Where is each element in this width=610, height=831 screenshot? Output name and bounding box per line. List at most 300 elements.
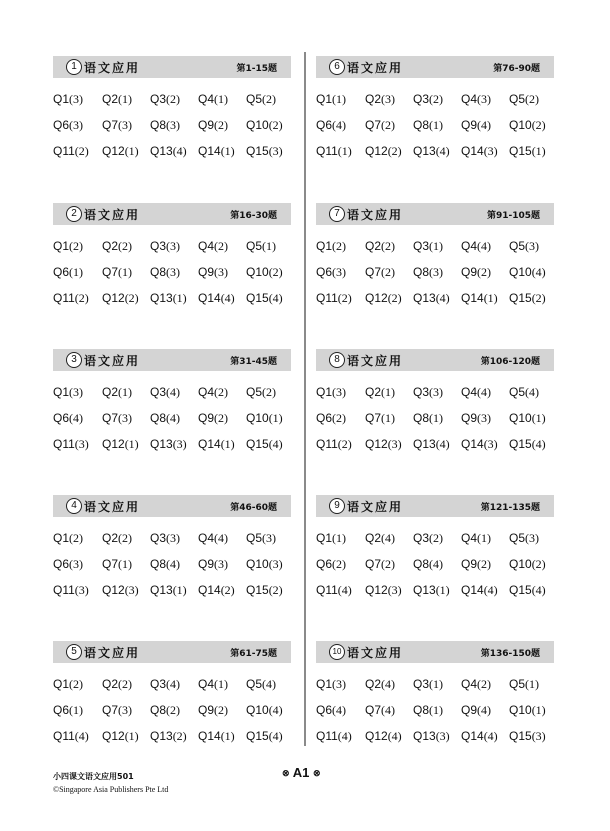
question-label: Q15	[246, 729, 269, 743]
question-label: Q8	[150, 557, 167, 571]
answer-value: (3)	[166, 118, 181, 132]
answer-item	[198, 144, 235, 159]
question-label: Q2	[365, 92, 382, 106]
answer-item	[316, 92, 346, 107]
question-label: Q8	[413, 411, 430, 425]
question-label: Q2	[102, 385, 119, 399]
answer-value: (1)	[172, 291, 187, 305]
answer-value: (4)	[525, 385, 540, 399]
section-header	[53, 349, 291, 371]
question-label: Q8	[150, 265, 167, 279]
answer-item	[461, 677, 491, 692]
section-range: 第91-105题	[486, 211, 540, 221]
answer-item	[150, 385, 180, 400]
answer-row	[53, 118, 291, 144]
answer-value: (3)	[483, 437, 498, 451]
answer-value: (4)	[483, 729, 498, 743]
answer-row	[316, 583, 554, 609]
answer-item	[246, 92, 276, 107]
question-label: Q13	[150, 144, 173, 158]
question-label: Q14	[198, 437, 221, 451]
answer-item	[413, 385, 443, 400]
answer-item	[365, 265, 395, 280]
answer-item	[150, 583, 187, 598]
question-label: Q3	[413, 92, 430, 106]
answer-item	[461, 531, 491, 546]
question-label: Q1	[316, 531, 333, 545]
answer-item	[509, 144, 546, 159]
answer-item	[53, 118, 83, 133]
answer-item	[413, 583, 450, 598]
section-range: 第106-120题	[480, 357, 540, 367]
section-header	[316, 495, 554, 517]
answer-value: (3)	[69, 385, 84, 399]
answer-item	[413, 411, 443, 426]
answer-value: (4)	[172, 144, 187, 158]
question-label: Q5	[509, 531, 526, 545]
answer-value: (2)	[387, 144, 402, 158]
answer-value: (2)	[166, 92, 181, 106]
question-label: Q7	[102, 703, 119, 717]
answer-item	[365, 144, 402, 159]
question-label: Q2	[102, 239, 119, 253]
question-label: Q15	[246, 583, 269, 597]
answer-item	[246, 144, 283, 159]
question-label: Q12	[102, 583, 125, 597]
answer-item	[150, 411, 180, 426]
answer-item	[413, 118, 443, 133]
section-header	[316, 203, 554, 225]
question-label: Q10	[246, 265, 269, 279]
question-label: Q10	[246, 118, 269, 132]
answer-value: (3)	[124, 583, 139, 597]
question-label: Q7	[365, 703, 382, 717]
question-label: Q2	[102, 531, 119, 545]
question-label: Q4	[198, 385, 215, 399]
answer-item	[198, 291, 235, 306]
answer-item	[365, 583, 402, 598]
answer-value: (1)	[429, 677, 444, 691]
answer-value: (4)	[429, 557, 444, 571]
section-title: 语文应用	[84, 61, 141, 75]
question-label: Q5	[246, 92, 263, 106]
answer-value: (1)	[429, 411, 444, 425]
question-label: Q6	[316, 703, 333, 717]
answer-value: (2)	[332, 411, 347, 425]
question-label: Q11	[53, 291, 75, 305]
answer-value: (1)	[531, 703, 546, 717]
answer-value: (3)	[166, 265, 181, 279]
answer-row	[316, 239, 554, 265]
question-label: Q5	[246, 385, 263, 399]
answer-value: (1)	[332, 531, 347, 545]
question-label: Q6	[53, 411, 70, 425]
answer-value: (2)	[69, 239, 84, 253]
question-label: Q1	[316, 677, 333, 691]
answer-item	[102, 531, 132, 546]
question-label: Q1	[53, 239, 70, 253]
answer-item	[150, 291, 187, 306]
answer-row	[316, 729, 554, 755]
answer-item	[246, 437, 283, 452]
answer-item	[102, 583, 139, 598]
answer-item	[198, 729, 235, 744]
answer-item	[316, 703, 346, 718]
answer-value: (2)	[381, 557, 396, 571]
answer-value: (1)	[172, 583, 187, 597]
answer-item	[413, 239, 443, 254]
answer-value: (3)	[74, 437, 89, 451]
column-divider	[304, 52, 306, 746]
question-label: Q15	[509, 291, 532, 305]
section-header	[53, 641, 291, 663]
answer-item	[413, 557, 443, 572]
question-label: Q5	[509, 677, 526, 691]
answer-value: (3)	[477, 92, 492, 106]
question-label: Q3	[150, 531, 167, 545]
answer-item	[461, 239, 491, 254]
answer-value: (4)	[332, 118, 347, 132]
question-label: Q6	[53, 118, 70, 132]
answer-item	[461, 291, 498, 306]
answer-value: (1)	[214, 677, 229, 691]
question-label: Q8	[413, 118, 430, 132]
question-label: Q14	[198, 144, 221, 158]
answer-item	[150, 557, 180, 572]
answer-value: (2)	[268, 265, 283, 279]
answer-value: (2)	[214, 239, 229, 253]
answer-item	[316, 144, 352, 159]
answer-item	[246, 118, 283, 133]
section-range: 第121-135题	[480, 503, 540, 513]
section-header	[316, 349, 554, 371]
question-label: Q14	[461, 144, 484, 158]
answer-value: (3)	[118, 411, 133, 425]
question-label: Q9	[198, 118, 215, 132]
question-label: Q7	[102, 118, 119, 132]
answer-item	[53, 265, 83, 280]
question-label: Q13	[150, 291, 173, 305]
question-label: Q4	[461, 92, 478, 106]
question-label: Q15	[509, 437, 532, 451]
answer-value: (3)	[332, 677, 347, 691]
answer-value: (4)	[166, 677, 181, 691]
answer-value: (3)	[172, 437, 187, 451]
question-label: Q12	[102, 729, 125, 743]
answer-item	[413, 531, 443, 546]
answer-value: (4)	[268, 437, 283, 451]
answer-item	[53, 385, 83, 400]
answer-item	[198, 703, 228, 718]
question-label: Q5	[246, 239, 263, 253]
answer-item	[246, 557, 283, 572]
answer-item	[53, 437, 89, 452]
answer-value: (3)	[525, 239, 540, 253]
answer-item	[150, 677, 180, 692]
answer-value: (4)	[531, 583, 546, 597]
answer-value: (2)	[214, 118, 229, 132]
question-label: Q4	[198, 239, 215, 253]
answer-value: (1)	[332, 92, 347, 106]
answer-item	[53, 703, 83, 718]
answer-section	[53, 495, 291, 609]
answer-item	[53, 92, 83, 107]
answer-item	[316, 385, 346, 400]
question-label: Q3	[150, 92, 167, 106]
section-title: 语文应用	[347, 208, 404, 222]
answer-item	[102, 239, 132, 254]
question-label: Q15	[246, 437, 269, 451]
question-label: Q1	[53, 385, 70, 399]
question-label: Q12	[102, 291, 125, 305]
answer-value: (1)	[429, 239, 444, 253]
answer-item	[198, 437, 235, 452]
answer-value: (4)	[531, 437, 546, 451]
section-title: 语文应用	[84, 354, 141, 368]
answer-row	[53, 92, 291, 118]
answer-value: (2)	[214, 411, 229, 425]
answer-item	[461, 265, 491, 280]
answer-item	[150, 703, 180, 718]
question-label: Q7	[365, 118, 382, 132]
section-range: 第76-90题	[493, 64, 540, 74]
question-label: Q6	[316, 557, 333, 571]
answer-value: (1)	[124, 144, 139, 158]
answer-item	[365, 437, 402, 452]
answer-section	[53, 349, 291, 463]
answer-item	[198, 265, 228, 280]
answer-row	[53, 411, 291, 437]
answer-item	[461, 385, 491, 400]
question-label: Q6	[53, 703, 70, 717]
answer-value: (2)	[166, 703, 181, 717]
answer-value: (3)	[118, 118, 133, 132]
question-label: Q6	[53, 265, 70, 279]
answer-value: (2)	[429, 531, 444, 545]
question-label: Q4	[198, 677, 215, 691]
question-label: Q13	[150, 583, 173, 597]
question-label: Q9	[198, 411, 215, 425]
answer-item	[102, 92, 132, 107]
answer-value: (1)	[525, 677, 540, 691]
question-label: Q1	[316, 385, 333, 399]
section-header	[53, 495, 291, 517]
answer-item	[246, 531, 276, 546]
answer-item	[198, 239, 228, 254]
answer-row	[53, 291, 291, 317]
answer-item	[509, 239, 539, 254]
answer-item	[461, 144, 498, 159]
answer-item	[413, 677, 443, 692]
answer-value: (3)	[525, 531, 540, 545]
question-label: Q13	[413, 437, 436, 451]
answer-item	[198, 118, 228, 133]
answer-item	[509, 437, 546, 452]
answer-value: (4)	[531, 265, 546, 279]
question-label: Q9	[198, 557, 215, 571]
section-title: 语文应用	[84, 500, 141, 514]
answer-value: (2)	[220, 583, 235, 597]
answer-item	[413, 291, 450, 306]
question-label: Q11	[316, 583, 338, 597]
answer-item	[461, 557, 491, 572]
answer-value: (1)	[69, 703, 84, 717]
answer-value: (2)	[387, 291, 402, 305]
answer-value: (3)	[262, 531, 277, 545]
answer-section	[316, 495, 554, 609]
answer-item	[102, 729, 139, 744]
question-label: Q9	[198, 703, 215, 717]
question-label: Q1	[53, 92, 70, 106]
answer-value: (4)	[477, 239, 492, 253]
answer-value: (3)	[531, 729, 546, 743]
answer-item	[198, 92, 228, 107]
question-label: Q5	[509, 239, 526, 253]
answer-item	[246, 583, 283, 598]
answer-value: (3)	[483, 144, 498, 158]
answer-item	[509, 118, 546, 133]
answer-item	[413, 437, 450, 452]
question-label: Q5	[246, 531, 263, 545]
question-label: Q14	[461, 729, 484, 743]
answer-section	[316, 349, 554, 463]
answer-item	[53, 583, 89, 598]
answer-value: (2)	[268, 118, 283, 132]
question-label: Q15	[246, 291, 269, 305]
section-range: 第16-30题	[230, 211, 277, 221]
answer-item	[413, 703, 443, 718]
question-label: Q14	[461, 583, 484, 597]
section-title: 语文应用	[347, 354, 404, 368]
answer-item	[509, 265, 546, 280]
answer-value: (2)	[69, 531, 84, 545]
answer-value: (4)	[332, 703, 347, 717]
answer-item	[365, 677, 395, 692]
answer-value: (4)	[268, 729, 283, 743]
question-label: Q13	[150, 437, 173, 451]
answer-row	[53, 144, 291, 170]
answer-row	[316, 265, 554, 291]
answer-row	[53, 437, 291, 463]
answer-row	[53, 385, 291, 411]
answer-value: (2)	[332, 557, 347, 571]
answer-value: (2)	[477, 557, 492, 571]
answer-section	[53, 203, 291, 317]
page-dot-left-icon: ⊗	[282, 768, 290, 779]
question-label: Q4	[198, 531, 215, 545]
answer-section	[53, 56, 291, 170]
answer-item	[365, 385, 395, 400]
question-label: Q10	[509, 411, 532, 425]
answer-item	[365, 118, 395, 133]
question-label: Q13	[413, 583, 436, 597]
answer-item	[509, 531, 539, 546]
question-label: Q8	[150, 118, 167, 132]
answer-value: (3)	[387, 437, 402, 451]
answer-value: (1)	[531, 411, 546, 425]
answer-item	[316, 677, 346, 692]
answer-row	[53, 703, 291, 729]
section-number: 1	[66, 59, 82, 75]
answer-item	[53, 239, 83, 254]
answer-item	[102, 677, 132, 692]
answer-item	[509, 92, 539, 107]
answer-value: (1)	[429, 703, 444, 717]
question-label: Q4	[198, 92, 215, 106]
answer-value: (4)	[477, 703, 492, 717]
question-label: Q12	[102, 437, 125, 451]
answer-value: (3)	[477, 411, 492, 425]
question-label: Q4	[461, 385, 478, 399]
question-label: Q4	[461, 531, 478, 545]
answer-item	[461, 411, 491, 426]
question-label: Q9	[461, 557, 478, 571]
question-label: Q6	[316, 411, 333, 425]
answer-item	[316, 729, 352, 744]
question-label: Q12	[365, 437, 388, 451]
question-label: Q8	[150, 703, 167, 717]
answer-value: (3)	[69, 118, 84, 132]
question-label: Q11	[316, 437, 338, 451]
answer-value: (3)	[268, 144, 283, 158]
book-title: 小四课文语文应用501	[53, 772, 134, 781]
answer-row	[53, 583, 291, 609]
section-number: 8	[329, 352, 345, 368]
answer-value: (3)	[166, 531, 181, 545]
question-label: Q6	[316, 265, 333, 279]
answer-item	[316, 291, 352, 306]
answer-value: (3)	[332, 385, 347, 399]
question-label: Q2	[365, 531, 382, 545]
answer-value: (4)	[166, 411, 181, 425]
answer-item	[53, 729, 89, 744]
answer-section	[53, 641, 291, 755]
answer-value: (2)	[262, 385, 277, 399]
answer-item	[365, 291, 402, 306]
answer-row	[316, 557, 554, 583]
answer-item	[102, 703, 132, 718]
answer-value: (1)	[124, 437, 139, 451]
answer-item	[316, 583, 352, 598]
question-label: Q1	[316, 92, 333, 106]
question-label: Q14	[198, 729, 221, 743]
answer-value: (3)	[435, 729, 450, 743]
answer-item	[150, 437, 187, 452]
answer-item	[246, 411, 283, 426]
answer-row	[53, 557, 291, 583]
question-label: Q3	[413, 385, 430, 399]
answer-value: (1)	[381, 385, 396, 399]
question-label: Q3	[150, 677, 167, 691]
answer-item	[198, 531, 228, 546]
question-label: Q2	[365, 385, 382, 399]
question-label: Q5	[509, 92, 526, 106]
answer-value: (4)	[337, 729, 352, 743]
answer-value: (4)	[381, 531, 396, 545]
question-label: Q5	[509, 385, 526, 399]
question-label: Q2	[102, 677, 119, 691]
answer-section	[316, 203, 554, 317]
answer-item	[316, 437, 352, 452]
answer-value: (2)	[477, 677, 492, 691]
answer-item	[365, 239, 395, 254]
answer-item	[150, 729, 187, 744]
answer-value: (1)	[118, 557, 133, 571]
question-label: Q4	[461, 239, 478, 253]
answer-row	[53, 239, 291, 265]
answer-value: (4)	[214, 531, 229, 545]
question-label: Q10	[509, 118, 532, 132]
